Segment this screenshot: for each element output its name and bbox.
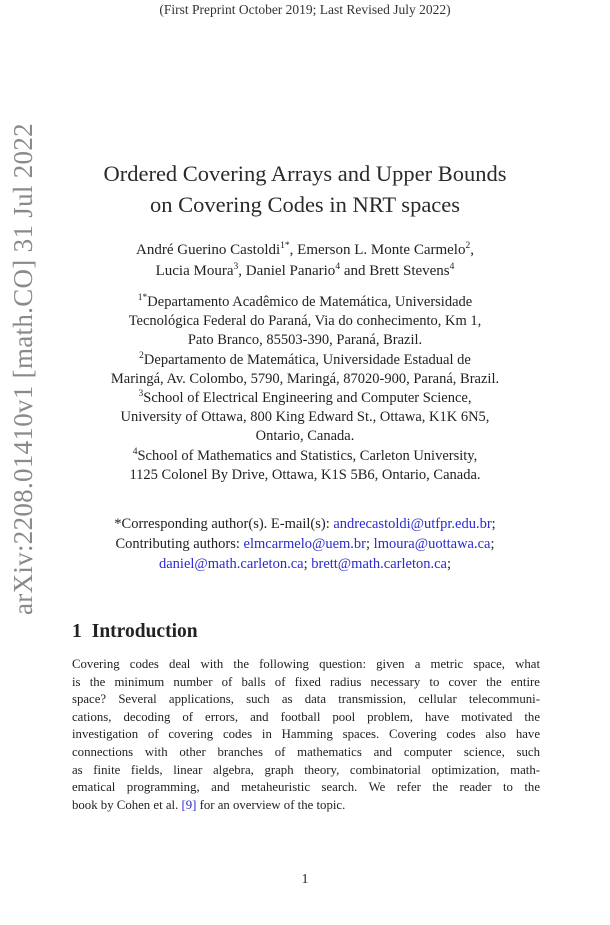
affiliation-mark: 4 (132, 446, 138, 457)
email-link[interactable]: elmcarmelo@uem.br (243, 536, 367, 552)
page-number: 1 (301, 871, 309, 886)
paragraph-line: investigation of covering codes in Hamming spaces. Covering codes also have (72, 727, 540, 742)
header-note: (First Preprint October 2019; Last Revised July 2022) (159, 2, 451, 17)
author-name: Daniel Panario (245, 263, 336, 279)
section-heading (72, 621, 198, 643)
section-title: Introduction (91, 621, 198, 642)
affiliations (0, 293, 610, 485)
paragraph-line: Covering codes deal with the following question: given a metric space, what (72, 657, 540, 671)
email-separator: ; (490, 536, 495, 552)
email-separator: ; (303, 556, 308, 572)
affiliation-mark: 2 (139, 350, 144, 361)
email-separator: ; (446, 556, 451, 572)
affiliation-line: Ontario, Canada. (255, 428, 355, 445)
author-name: Brett Stevens (369, 263, 450, 279)
affiliation-mark: 1* (137, 293, 148, 304)
author-separator: , (238, 263, 246, 279)
affiliation-line: Pato Branco, 85503-390, Paraná, Brazil. (187, 332, 423, 349)
corresponding-line (0, 514, 610, 534)
paragraph-line: book by Cohen et al. [9] for an overview of the topic. (72, 797, 346, 812)
affiliation-line: $^4$School of Mathematics and Statistics, Carleton University, (132, 446, 478, 464)
affiliation-1 (0, 293, 610, 351)
paragraph-line: connections with other branches of mathematics and computer science, such (72, 744, 540, 759)
affiliation-line: University of Ottawa, 800 King Edward St., Ottawa, K1K 6N5, (120, 409, 490, 426)
affiliation-line: $^{1*}$Departamento Acadêmico de Matemática, Universidade (137, 293, 473, 310)
author-affil-mark: 1* (280, 241, 290, 251)
author-affil-mark: 4 (449, 262, 455, 272)
arxiv-stamp: arXiv:2208.01410v1 [math.CO] 31 Jul 2022 (8, 123, 38, 615)
author-separator: , (470, 242, 474, 258)
email-link[interactable]: lmoura@uottawa.ca (373, 536, 491, 552)
paper-title (0, 158, 610, 220)
affiliation-4 (0, 447, 610, 485)
affiliation-line: 1125 Colonel By Drive, Ottawa, K1S 5B6, Ontario, Canada. (129, 466, 481, 483)
email-separator: ; (366, 536, 371, 552)
paragraph-line: is the minimum number of balls of fixed radius necessary to cover the entire (72, 674, 540, 689)
affiliation-2 (0, 351, 610, 389)
affiliation-line: Maringá, Av. Colombo, 5790, Maringá, 87020-900, Paraná, Brazil. (110, 370, 500, 387)
intro-paragraph (72, 656, 540, 814)
author-separator: and (340, 263, 370, 279)
contributing-line-2 (0, 554, 610, 574)
paragraph-line: as finite fields, linear algebra, graph theory, combinatorial optimization, math- (72, 762, 540, 777)
affiliation-3 (0, 389, 610, 447)
section-number: 1 (72, 621, 82, 642)
citation-link[interactable]: [9] (181, 797, 197, 812)
author-name: Emerson L. Monte Carmelo (297, 242, 466, 258)
paragraph-line: space? Several applications, such as data transmission, cellular telecommuni- (72, 692, 540, 707)
email-separator: ; (491, 516, 496, 532)
affiliation-mark: 3 (138, 389, 144, 400)
email-link[interactable]: daniel@math.carleton.ca (158, 556, 304, 572)
contributing-line (0, 534, 610, 554)
author-separator: , (289, 242, 298, 258)
paragraph-line: ematical programming, and metaheuristic search. We refer the reader to the (72, 780, 540, 795)
corresponding-label: *Corresponding author(s). E-mail(s): (114, 516, 334, 532)
author-affil-mark: 3 (233, 262, 239, 272)
affiliation-line: $^3$School of Electrical Engineering and Computer Science, (138, 389, 472, 407)
affiliation-line: $^2$Departamento de Matemática, Universidade Estadual de (139, 350, 471, 368)
email-link[interactable]: andrecastoldi@utfpr.edu.br (333, 516, 492, 532)
contributing-label: Contributing authors: (115, 536, 244, 552)
author-name: André Guerino Castoldi (136, 242, 281, 258)
author-list (0, 240, 610, 282)
author-affil-mark: 4 (335, 262, 341, 272)
paragraph-line: cations, decoding of errors, and football pool problem, have motivated the (72, 709, 540, 724)
email-link[interactable]: brett@math.carleton.ca (311, 556, 447, 572)
affiliation-line: Tecnológica Federal do Paraná, Via do conhecimento, Km 1, (128, 313, 482, 330)
title-line-2: on Covering Codes in NRT spaces (149, 192, 461, 217)
author-line-1 (0, 240, 610, 261)
author-line-2 (0, 261, 610, 282)
title-line-1: Ordered Covering Arrays and Upper Bounds (103, 161, 507, 186)
author-name: Lucia Moura (155, 263, 234, 279)
author-affil-mark: 2 (465, 241, 471, 251)
contact-info (0, 514, 610, 574)
